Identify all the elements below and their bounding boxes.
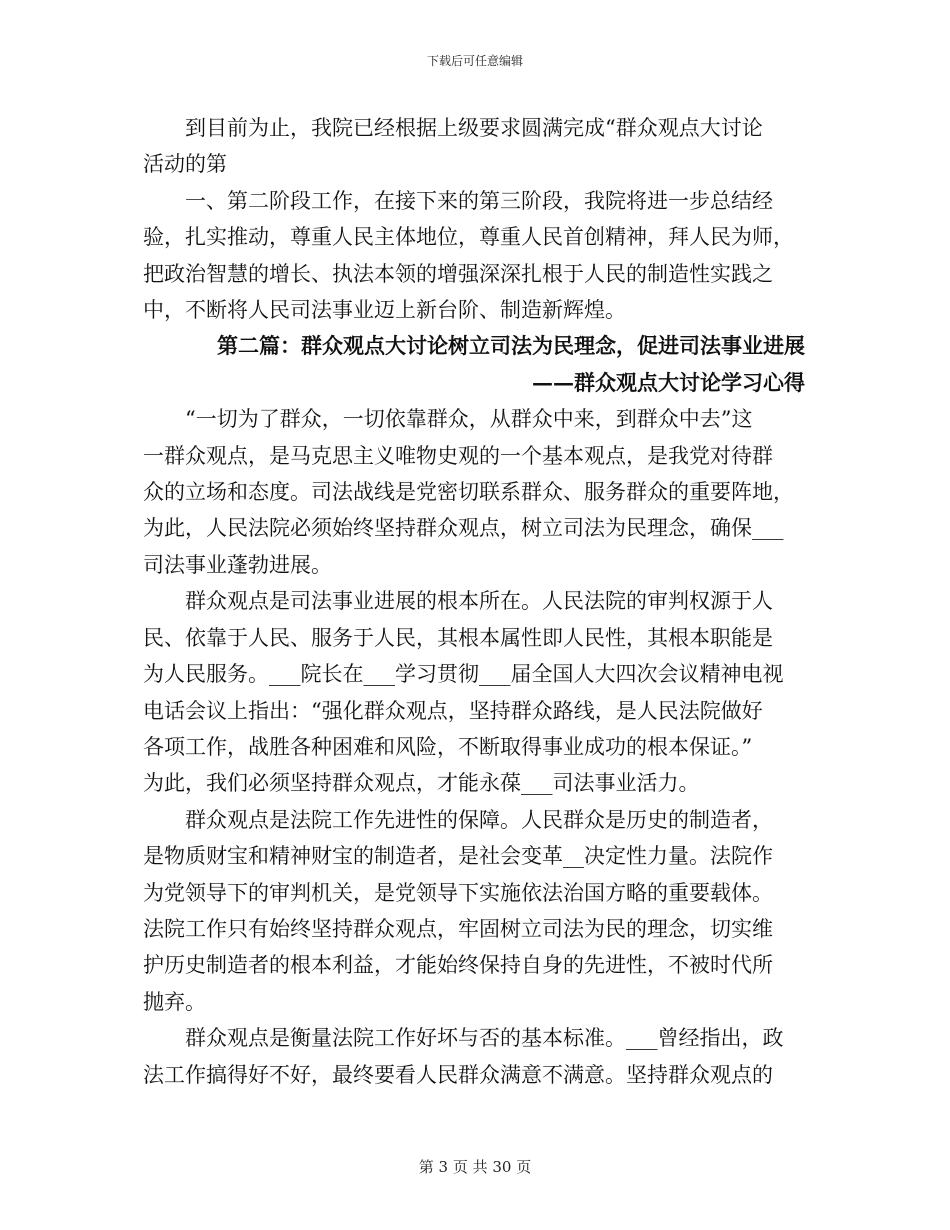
text-line: 一群众观点，是马克思主义唯物史观的一个基本观点，是我党对待群: [143, 443, 773, 468]
text-line: 中，不断将人民司法事业迈上新台阶、制造新辉煌。: [143, 298, 626, 323]
text-line: 为党领导下的审判机关，是党领导下实施依法治国方略的重要载体。: [143, 880, 773, 905]
text-line: 护历史制造者的根本利益，才能始终保持自身的先进性，不被时代所: [143, 953, 773, 978]
section-subtitle: ——群众观点大讨论学习心得: [532, 369, 805, 395]
text-line: 群众观点是衡量法院工作好坏与否的基本标准。___曾经指出，政: [143, 1026, 784, 1051]
intro-paragraph-1: [143, 110, 843, 183]
text-line: 是物质财宝和精神财宝的制造者，是社会变革__决定性力量。法院作: [143, 844, 773, 869]
text-line: 为此，我们必须坚持群众观点，才能永葆___司法事业活力。: [143, 771, 700, 796]
body-paragraph-4: [143, 1020, 843, 1093]
body-paragraph-1: [143, 401, 843, 583]
text-line: 法工作搞得好不好，最终要看人民群众满意不满意。坚持群众观点的: [143, 1062, 773, 1087]
text-line: 司法事业蓬勃进展。: [143, 552, 332, 577]
text-line: “一切为了群众，一切依靠群众，从群众中来，到群众中去”这: [143, 407, 753, 432]
text-line: 活动的第: [143, 152, 227, 177]
body-paragraph-3: [143, 802, 843, 1020]
text-line: 各项工作，战胜各种困难和风险，不断取得事业成功的根本保证。”: [143, 734, 753, 759]
text-line: 电话会议上指出：“强化群众观点，坚持群众路线，是人民法院做好: [143, 698, 763, 723]
page-header-note: 下载后可任意编辑: [426, 54, 523, 68]
text-line: 群众观点是法院工作先进性的保障。人民群众是历史的制造者，: [143, 807, 773, 832]
intro-paragraph-2: [143, 183, 843, 329]
page-number-footer: 第 3 页 共 30 页: [418, 1158, 532, 1176]
text-line: 群众观点是司法事业进展的根本所在。人民法院的审判权源于人: [143, 589, 773, 614]
text-line: 为人民服务。___院长在___学习贯彻___届全国人大四次会议精神电视: [143, 662, 784, 687]
text-line: 众的立场和态度。司法战线是党密切联系群众、服务群众的重要阵地，: [143, 480, 794, 505]
text-line: 抛弃。: [143, 989, 206, 1014]
document-body: [143, 110, 843, 1093]
text-line: 验，扎实推动，尊重人民主体地位，尊重人民首创精神，拜人民为师，: [143, 225, 794, 250]
text-line: 民、依靠于人民、服务于人民，其根本属性即人民性，其根本职能是: [143, 625, 773, 650]
section-title: 第二篇：群众观点大讨论树立司法为民理念，促进司法事业进展: [217, 333, 805, 359]
text-line: 到目前为止，我院已经根据上级要求圆满完成“群众观点大讨论: [143, 116, 763, 140]
text-line: 一、第二阶段工作，在接下来的第三阶段，我院将进一步总结经: [143, 188, 773, 213]
body-paragraph-2: [143, 583, 843, 801]
text-line: 为此，人民法院必须始终坚持群众观点，树立司法为民理念，确保___: [143, 516, 784, 541]
text-line: 把政治智慧的增长、执法本领的增强深深扎根于人民的制造性实践之: [143, 261, 773, 286]
text-line: 法院工作只有始终坚持群众观点，牢固树立司法为民的理念，切实维: [143, 916, 773, 941]
